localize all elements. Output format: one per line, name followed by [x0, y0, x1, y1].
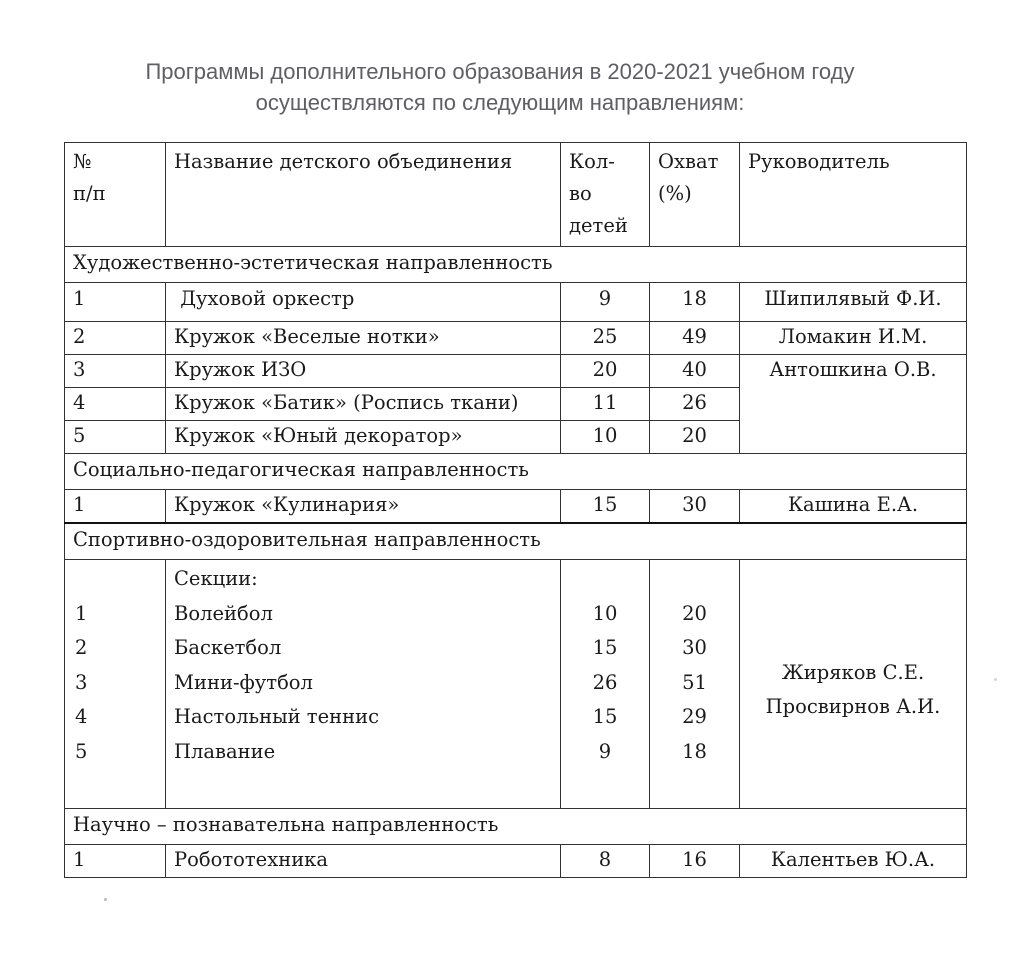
row-num: 1: [65, 283, 166, 322]
table-row: [65, 490, 967, 524]
row-count: 8: [561, 845, 650, 878]
sport-coverages: [650, 560, 740, 809]
row-num: 4: [75, 705, 88, 728]
row-num: 2: [75, 636, 88, 659]
row-name: Настольный теннис: [174, 705, 380, 728]
row-count: 15: [592, 705, 618, 728]
row-leader: Антошкина О.В.: [740, 355, 967, 454]
scan-speck: [994, 678, 997, 681]
row-count: 25: [561, 322, 650, 355]
table-header-row: [65, 143, 967, 247]
row-num: 1: [75, 601, 88, 625]
row-count: 9: [561, 283, 650, 322]
row-num: 3: [65, 355, 166, 388]
row-coverage: 40: [650, 355, 740, 388]
row-coverage: 20: [682, 601, 707, 625]
row-coverage: 16: [650, 845, 740, 878]
header-leader: Руководитель: [740, 143, 967, 247]
row-coverage: 30: [682, 636, 707, 659]
row-num: 1: [65, 845, 166, 878]
row-count: 10: [592, 601, 618, 625]
title-line-1: Программы дополнительного образования в 2020-2021 учебном году: [145, 59, 855, 84]
header-num: № п/п: [65, 143, 166, 247]
section-title: Художественно-эстетическая направленность: [65, 247, 967, 283]
row-count: 15: [561, 490, 650, 524]
row-num: 3: [75, 670, 88, 694]
row-leader: Просвирнов А.И.: [765, 695, 941, 718]
section-title: Спортивно-оздоровительная направленность: [65, 523, 967, 560]
row-name: Кружок «Веселые нотки»: [166, 322, 561, 355]
row-leader: Шипилявый Ф.И.: [740, 283, 967, 322]
header-count: Кол- во детей: [561, 143, 650, 247]
row-count: 9: [598, 739, 612, 763]
section-title: Научно – познавательна направленность: [65, 809, 967, 845]
section-row: [65, 523, 967, 560]
row-name: Робототехника: [166, 845, 561, 878]
sport-counts: [561, 560, 650, 809]
row-name: Кружок «Батик» (Роспись ткани): [166, 388, 561, 421]
row-count: 11: [561, 388, 650, 421]
section-row: [65, 809, 967, 845]
row-coverage: 18: [682, 739, 707, 763]
table-row: [65, 283, 967, 322]
table-row-group: [65, 560, 967, 809]
scan-speck: [104, 898, 107, 901]
row-coverage: 26: [650, 388, 740, 421]
row-coverage: 20: [650, 421, 740, 454]
title-line-2: осуществляются по следующим направлениям:: [255, 90, 745, 115]
sport-names: [166, 560, 561, 809]
row-leader: Кашина Е.А.: [740, 490, 967, 524]
row-count: 15: [592, 636, 618, 659]
group-label: Секции:: [174, 567, 258, 590]
row-coverage: 18: [650, 283, 740, 322]
row-name: Кружок «Кулинария»: [166, 490, 561, 524]
section-row: [65, 247, 967, 283]
row-leader: Жиряков С.Е.: [781, 661, 925, 684]
header-name: Название детского объединения: [166, 143, 561, 247]
row-name: Духовой оркестр: [166, 283, 561, 322]
row-num: 4: [65, 388, 166, 421]
sport-numbers: [65, 560, 166, 809]
row-leader: Калентьев Ю.А.: [740, 845, 967, 878]
sport-leaders: [740, 560, 967, 809]
row-num: 5: [75, 739, 88, 763]
document-title: [0, 56, 1000, 118]
row-name: Плавание: [174, 739, 276, 763]
section-title: Социально-педагогическая направленность: [65, 454, 967, 490]
section-row: [65, 454, 967, 490]
row-name: Кружок «Юный декоратор»: [166, 421, 561, 454]
programs-table: [64, 142, 967, 878]
table-row: [65, 355, 967, 388]
table-row: [65, 845, 967, 878]
row-name: Волейбол: [174, 601, 273, 625]
row-num: 5: [65, 421, 166, 454]
table-row: [65, 322, 967, 355]
header-coverage: Охват (%): [650, 143, 740, 247]
row-count: 26: [592, 670, 618, 694]
row-coverage: 29: [682, 705, 707, 728]
row-name: Баскетбол: [174, 636, 282, 659]
row-coverage: 51: [682, 670, 707, 694]
row-coverage: 49: [650, 322, 740, 355]
row-name: Кружок ИЗО: [166, 355, 561, 388]
row-count: 20: [561, 355, 650, 388]
row-coverage: 30: [650, 490, 740, 524]
row-leader: Ломакин И.М.: [740, 322, 967, 355]
row-num: 1: [65, 490, 166, 524]
row-name: Мини-футбол: [174, 670, 313, 694]
row-num: 2: [65, 322, 166, 355]
row-count: 10: [561, 421, 650, 454]
